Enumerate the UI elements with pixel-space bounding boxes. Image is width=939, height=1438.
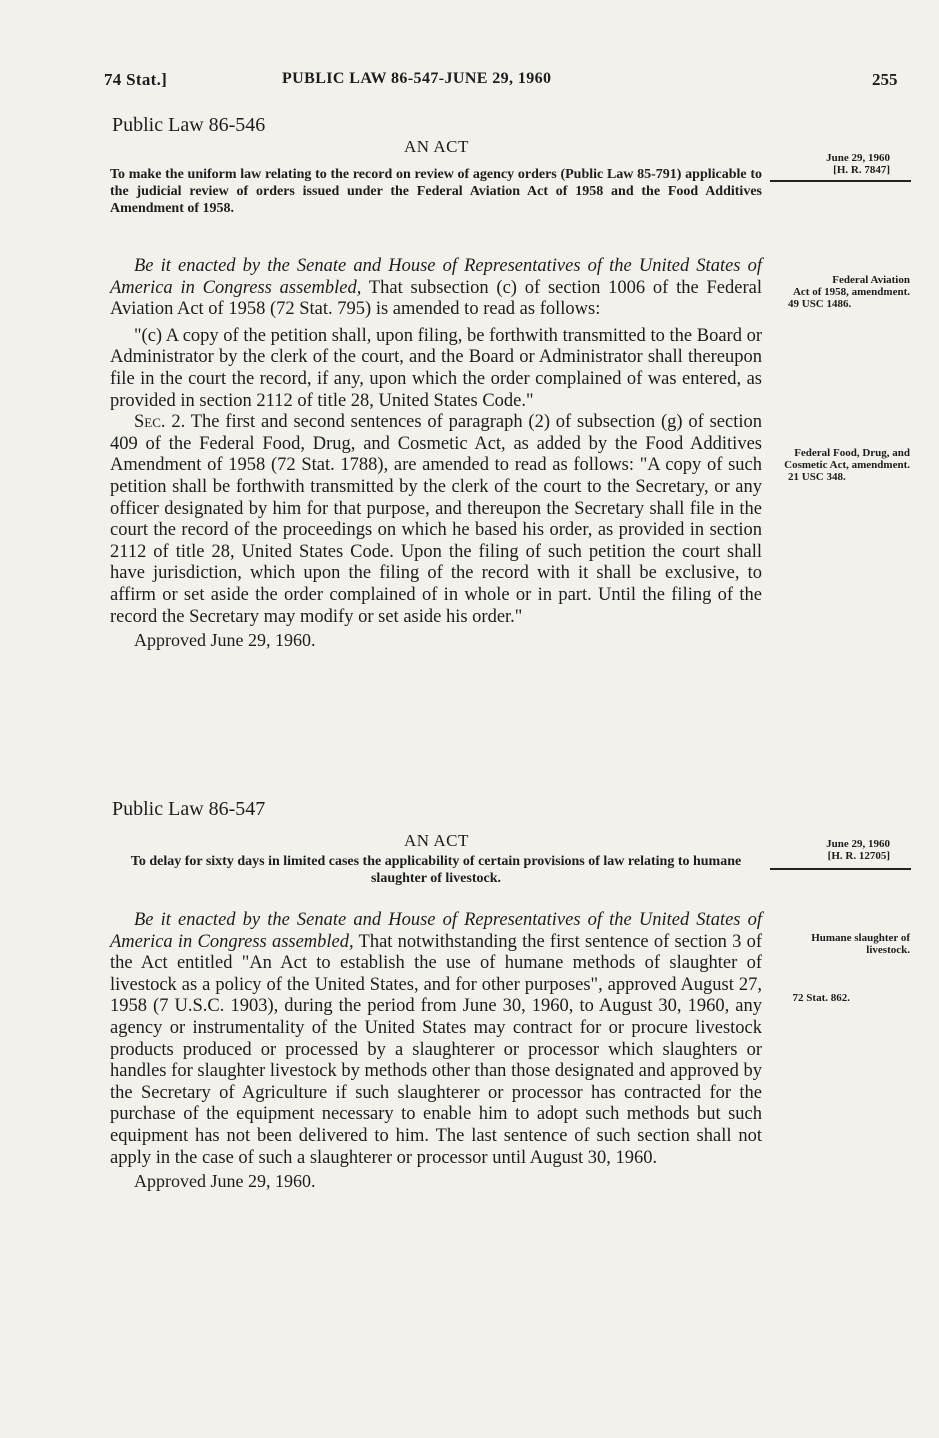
law2-purpose: To delay for sixty days in limited cases the applicability of certain provisions of law relating to humane slaughter of livestock. [130, 854, 742, 886]
law1-body [110, 256, 762, 652]
law1-purpose: To make the uniform law relating to the record on review of agency orders (Public Law 85-791) applicable to the judicial review of orders issued under the Federal Aviation Act of 1958 and the Food Additives Amendment of 1958. [110, 167, 762, 216]
law2-para1-text: That notwithstanding the first sentence of section 3 of the Act entitled "An Act to establish the use of humane methods of slaughter of livestock as a policy of the United States, and for other purposes", approved August 27, 1958 (7 U.S.C. 1903), during the period from June 30, 1960, to August 30, 1960, any agency or instrumentality of the United States may contract for or procure livestock products produced or processed by a slaughterer or processor which slaughters or handles for slaughter livestock by methods other than those designated and approved by the Secretary of Agriculture if such slaughterer or processor has contracted for the purchase of the equipment necessary to enable him to adopt such methods but such equipment has not been delivered to him. The last sentence of such section shall not apply in the case of such a slaughterer or processor until August 30, 1960. [110, 931, 762, 1168]
law1-margin-note-2 [770, 447, 910, 483]
law1-para1-text: That subsection (c) of section 1006 of the Federal Aviation Act of 1958 (72 Stat. 795) is amended to read as follows: [110, 277, 762, 320]
law2-an-act: AN ACT [404, 831, 469, 850]
law1-section-2 [110, 412, 762, 628]
law1-note2-line2: 21 USC 348. [788, 471, 846, 483]
law1-para2: "(c) A copy of the petition shall, upon filing, be forthwith transmitted to the Board or Administrator by the clerk of the court, and the Board or Administrator shall thereupon file in the court the record, if any, upon which the order complained of was entered, as provided in section 2112 of title 28, United States Code." [110, 325, 762, 411]
law1-para3-text: The first and second sentences of paragraph (2) of subsection (g) of section 409 of the Federal Food, Drug, and Cosmetic Act, as added by the Food Additives Amendment of 1958 (72 Stat. 1788), are amended to read as follows: "A copy of such petition shall be forthwith transmitted by the clerk of the court to the Secretary, or any officer designated by him for that purpose, and thereupon the Secretary shall file in the court the record of the proceedings on which he based his order, as provided in section 2112 of title 28, United States Code. Upon the filing of such petition the court shall have jurisdiction, which upon the filing of the record with it shall be exclusive, to affirm or set aside the order complained of in whole or in part. Until the filing of the record the Secretary may modify or set aside his order." [110, 412, 762, 627]
law1-note1-line3: 49 USC 1486. [788, 298, 852, 310]
law1-date: June 29, 1960 [826, 152, 890, 164]
law1-margin-note-1 [770, 274, 910, 310]
law2-enacting-paragraph [110, 910, 762, 1169]
law2-margin-date [770, 838, 890, 862]
page-number: 255 [872, 70, 898, 89]
law1-bill: [H. R. 7847] [833, 164, 890, 176]
law1-margin-rule [770, 180, 911, 182]
law2-margin-note-1: Humane slaughter of livestock. [811, 932, 910, 956]
law1-an-act: AN ACT [404, 137, 469, 156]
law2-enacting-clause: Be it enacted by the Senate and House of Representatives of the United States of America in Congress assembled, [110, 910, 762, 952]
law2-approved: Approved June 29, 1960. [134, 1171, 316, 1192]
law2-body [110, 910, 762, 1193]
law1-enacting-clause: Be it enacted by the Senate and House of Representatives of the United States of America in Congress assembled, [110, 256, 762, 298]
law1-approved: Approved June 29, 1960. [134, 630, 316, 651]
law2-title: Public Law 86-547 [112, 798, 266, 820]
law1-enacting-paragraph [110, 256, 762, 321]
law1-note1-line2: Act of 1958, amendment. [792, 286, 910, 298]
law2-margin-note-2: 72 Stat. 862. [792, 992, 850, 1004]
law2-date: June 29, 1960 [826, 838, 890, 850]
law1-note1-line1: Federal Aviation [832, 274, 910, 286]
law2-bill: [H. R. 12705] [827, 850, 890, 862]
law1-sec-label: Sec. 2. [134, 412, 186, 433]
law1-title: Public Law 86-546 [112, 114, 266, 136]
law1-margin-date [770, 152, 890, 176]
header-stat: 74 Stat.] [104, 70, 168, 89]
law2-margin-rule [770, 868, 911, 870]
law1-note2-line1: Federal Food, Drug, and Cosmetic Act, amendment. [784, 447, 910, 471]
header-title: PUBLIC LAW 86-547-JUNE 29, 1960 [282, 70, 552, 87]
